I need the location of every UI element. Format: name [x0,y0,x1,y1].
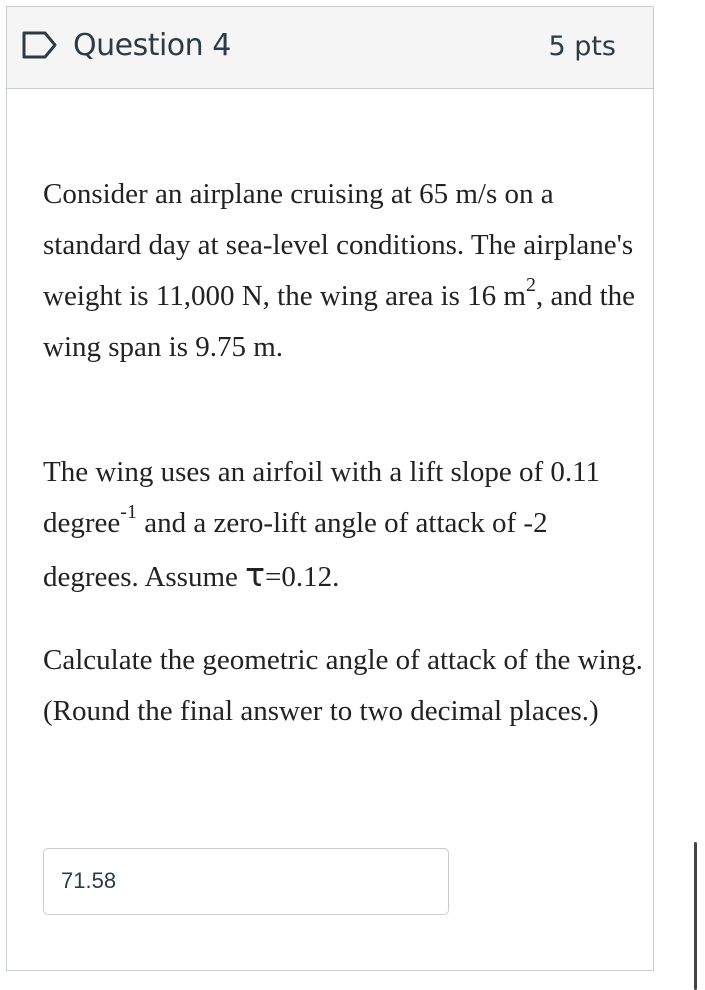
question-paragraph-2 [43,447,643,603]
flag-icon[interactable] [21,30,59,60]
question-title: Question 4 [73,28,231,63]
answer-input[interactable]: 71.58 [43,848,449,915]
p1-text-end: , and the wing span is 9.75 m. [43,280,636,363]
p1-text: Consider an airplane cruising at 65 m/s on a standard day at sea-level conditions. The airplane's weight is 11,000 N, the wing area is 16 m [43,178,634,312]
p2-text-mid: and a zero-lift angle of attack of -2 degrees. Assume [43,507,548,593]
question-card [6,6,654,971]
scrollbar[interactable] [694,842,697,990]
p1-superscript: 2 [526,274,536,297]
question-points: 5 pts [548,31,616,62]
question-paragraph-3: Calculate the geometric angle of attack of the wing. (Round the final answer to two decimal places.) [43,644,643,727]
tau-symbol: τ [245,555,266,594]
p2-text-end: =0.12. [265,561,340,593]
p2-text: The wing uses an airfoil with a lift slope of 0.11 degree [43,456,601,539]
p2-superscript: -1 [120,501,137,524]
question-header [7,7,653,89]
question-paragraph-1 [43,169,643,373]
